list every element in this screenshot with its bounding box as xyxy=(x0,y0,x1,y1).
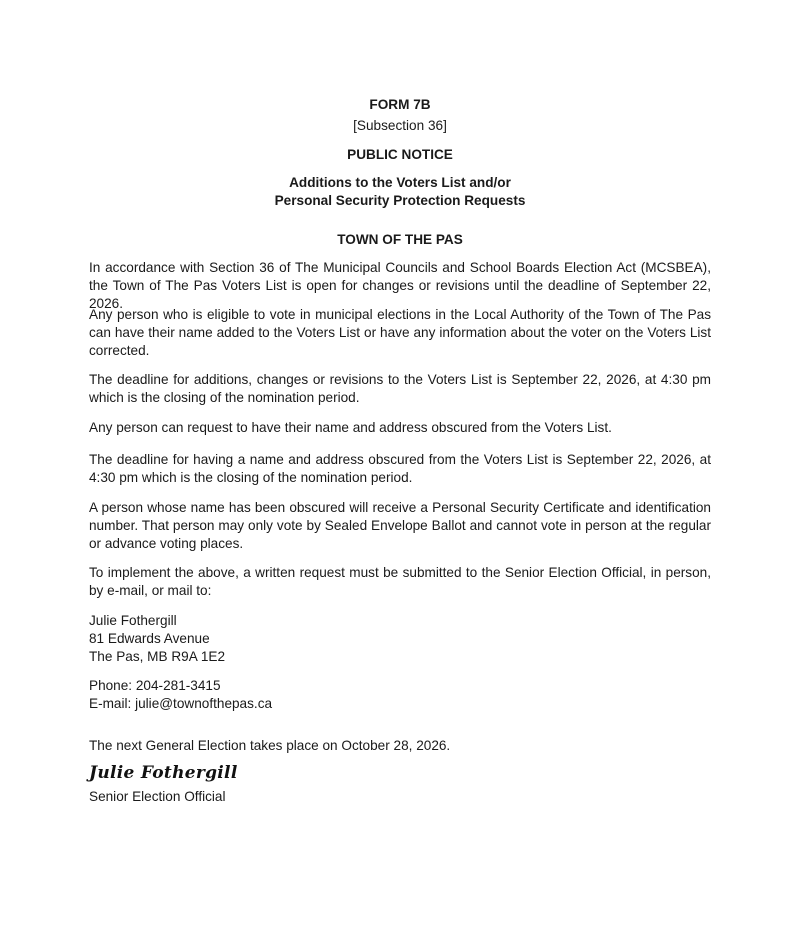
paragraph-submission: To implement the above, a written request must be submitted to the Senior Election Official, in person, by e-mail, or mail to: xyxy=(89,565,711,598)
paragraph-obscure-deadline: The deadline for having a name and address obscured from the Voters List is September 22, 2026, at 4:30 pm which is the closing of the nomination period. xyxy=(89,452,711,485)
town-name: TOWN OF THE PAS xyxy=(337,232,463,247)
handwritten-signature: Julie Fothergill xyxy=(89,763,238,783)
address-street: 81 Edwards Avenue xyxy=(89,631,210,646)
paragraph-obscure-request: Any person can request to have their name and address obscured from the Voters List. xyxy=(89,420,612,435)
paragraph-security-certificate: A person whose name has been obscured will receive a Personal Security Certificate and identification number. That person may only vote by Sealed Envelope Ballot and cannot vote in person at the regular or advance voting places. xyxy=(89,500,711,551)
contact-phone: Phone: 204-281-3415 xyxy=(89,678,221,693)
contact-email: E-mail: julie@townofthepas.ca xyxy=(89,696,273,711)
contact-info xyxy=(89,677,272,713)
notice-heading-line1: Additions to the Voters List and/or xyxy=(289,175,511,190)
paragraph-revision-deadline: The deadline for additions, changes or revisions to the Voters List is September 22, 2026, at 4:30 pm which is the closing of the nomination period. xyxy=(89,372,711,405)
notice-heading xyxy=(0,174,800,210)
paragraph-section-36: In accordance with Section 36 of The Municipal Councils and School Boards Election Act (MCSBEA), the Town of The Pas Voters List is open for changes or revisions until the deadline of September 22, 2026. xyxy=(89,260,711,311)
form-title: FORM 7B xyxy=(369,97,431,112)
notice-title: PUBLIC NOTICE xyxy=(347,147,453,162)
form-subsection: [Subsection 36] xyxy=(353,118,447,133)
notice-heading-line2: Personal Security Protection Requests xyxy=(274,193,526,208)
signature-title: Senior Election Official xyxy=(89,789,226,804)
address-name: Julie Fothergill xyxy=(89,613,177,628)
paragraph-eligibility: Any person who is eligible to vote in municipal elections in the Local Authority of the Town of The Pas can have their name added to the Voters List or have any information about the voter on the Voters List corrected. xyxy=(89,307,711,358)
address-city: The Pas, MB R9A 1E2 xyxy=(89,649,226,664)
next-election-notice: The next General Election takes place on October 28, 2026. xyxy=(89,738,451,753)
mailing-address xyxy=(89,612,225,666)
